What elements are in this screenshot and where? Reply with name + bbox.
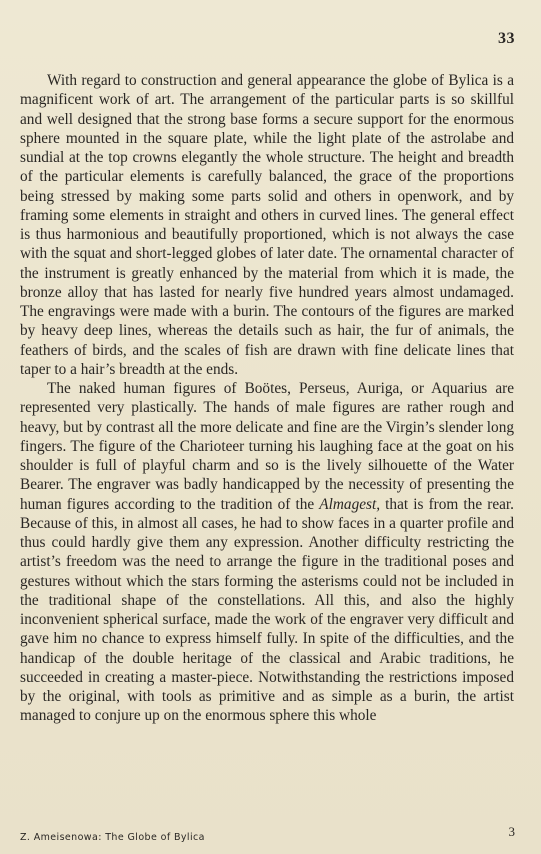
footer-signature-mark: 3: [508, 824, 515, 839]
body-text: [20, 71, 514, 726]
paragraph-2-text-before: The naked human figures of Boötes, Perseus, Auriga, or Aquarius are represented very plastically. The hands of male figures are rather rough and heavy, but by contrast all the more delicate and fine are the Virgin’s slender long fingers. The figure of the Charioteer turning his laughing face at the goat on his shoulder is full of playful charm and so is the lively silhouette of the Water Bearer. The engraver was badly handicapped by the necessity of presenting the human figures according to the tradition of the: [20, 380, 514, 513]
paragraph-1-text: With regard to construction and general appearance the globe of Bylica is a magnificent work of art. The arrangement of the particular parts is so skillful and well designed that the strong base forms a secure support for the enormous sphere mounted in the square plate, while the light plate of the astrolabe and sundial at the top crowns elegantly the whole structure. The height and breadth of the particular elements is carefully balanced, the grace of the proportions being stressed by making some parts solid and others in openwork, and by framing some elements in straight and others in curved lines. The general effect is thus harmonious and beautifully proportioned, which is not always the case with the squat and short-legged globes of later date. The ornamental character of the instrument is greatly enhanced by the material from which it is made, the bronze alloy that has lasted for nearly five hundred years almost undamaged. The engravings were made with a burin. The contours of the figures are marked by heavy deep lines, whereas the details such as hair, the fur of animals, the feathers of birds, and the scales of fish are drawn with fine delicate lines that taper to a hair’s breadth at the ends.: [20, 72, 514, 378]
page-number: 33: [498, 30, 515, 47]
italic-title-almagest: Almagest,: [319, 495, 381, 513]
paragraph-2-text-after: that is from the rear. Because of this, in almost all cases, he had to show faces in a quarter profile and thus could hardly give them any expression. Another difficulty restricting the artist’s freedom was the need to arrange the figure in the traditional poses and gestures without which the stars forming the asterisms could not be included in the traditional shape of the constellations. All this, and also the highly inconvenient spherical surface, made the work of the engraver very difficult and gave him no chance to express himself fully. In spite of the difficulties, and the handicap of the double heritage of the classical and Arabic traditions, he succeeded in creating a master-piece. Notwithstanding the restrictions imposed by the original, with tools as primitive and as simple as a burin, the artist managed to conjure up on the enormous sphere this whole: [20, 495, 514, 725]
footer-running-title: Z. Ameisenowa: The Globe of Bylica: [20, 832, 205, 843]
paragraph-1: [20, 71, 514, 379]
paragraph-2: [20, 379, 514, 726]
